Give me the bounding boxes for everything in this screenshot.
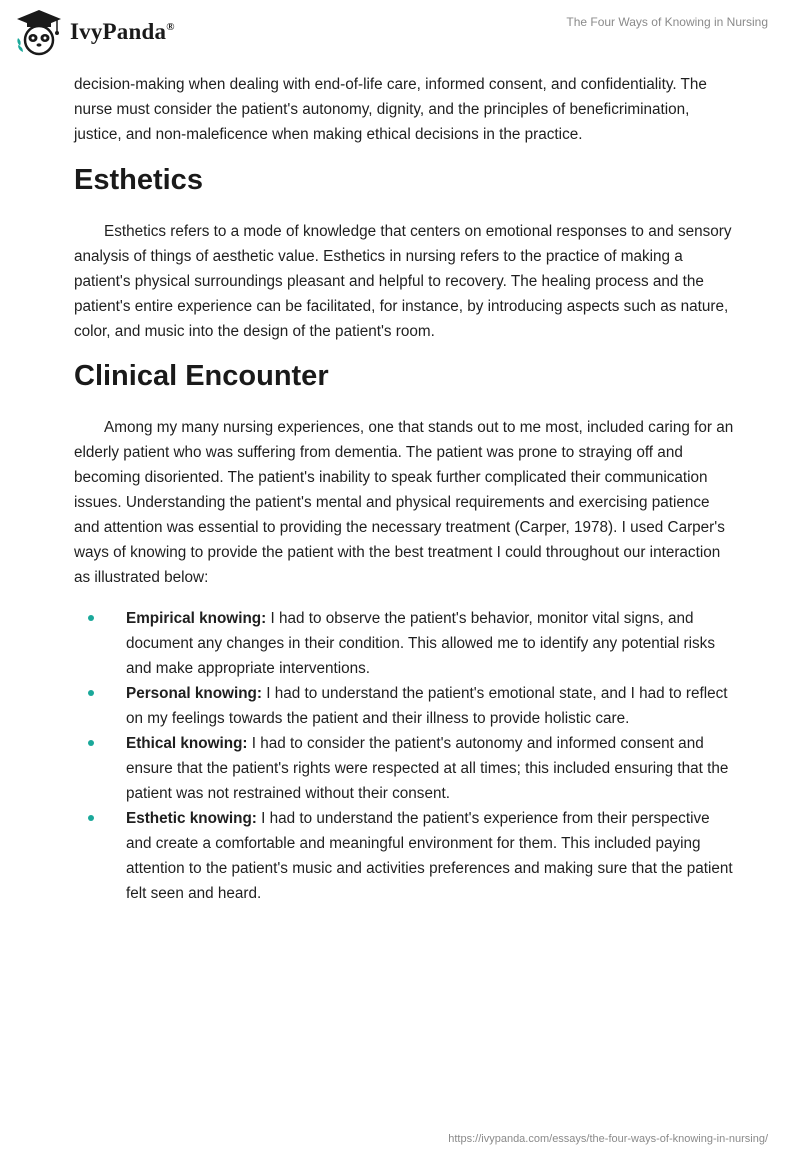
list-item-text: I had to consider the patient's autonomy and informed consent and ensure that the patient's rights were respected at all times; this included ensuring that the patient was not restrained without their consent. <box>126 735 729 802</box>
esthetics-paragraph: Esthetics refers to a mode of knowledge that centers on emotional responses to and sensory analysis of things of aesthetic value. Esthetics in nursing refers to the practice of making a patient's physical surroundings pleasant and helpful to recovery. The healing process and the patient's entire experience can be facilitated, for instance, by introducing aspects such as nature, color, and music into the design of the patient's room. <box>74 223 732 340</box>
essay-content <box>74 72 734 906</box>
ways-of-knowing-list <box>74 606 734 906</box>
bullet-dot-icon <box>88 690 94 696</box>
clinical-encounter-heading: Clinical Encounter <box>74 360 329 392</box>
list-item-text: I had to understand the patient's experience from their perspective and create a comfortable and meaningful environment for them. This included paying attention to the patient's music and activities preferences and making sure that the patient felt seen and heard. <box>126 810 733 902</box>
bullet-dot-icon <box>88 815 94 821</box>
document-title: The Four Ways of Knowing in Nursing <box>566 15 768 29</box>
logo-wordmark: IvyPanda® <box>70 19 175 44</box>
list-item-term: Esthetic knowing: <box>126 810 257 827</box>
list-item-term: Personal knowing: <box>126 685 262 702</box>
source-url-link[interactable]: https://ivypanda.com/essays/the-four-ways-of-knowing-in-nursing/ <box>448 1133 768 1145</box>
bullet-dot-icon <box>88 740 94 746</box>
list-item <box>74 806 734 906</box>
esthetics-heading: Esthetics <box>74 164 203 196</box>
ivypanda-logo[interactable] <box>14 8 175 56</box>
intro-paragraph: decision-making when dealing with end-of-life care, informed consent, and confidentiality. The nurse must consider the patient's autonomy, dignity, and the principles of beneficrimination, justice, and non-maleficence when making ethical decisions in the practice. <box>74 76 707 143</box>
list-item <box>74 606 734 681</box>
list-item-text: I had to observe the patient's behavior, monitor vital signs, and document any changes in their condition. This allowed me to identify any potential risks and make appropriate interventions. <box>126 610 715 677</box>
bullet-dot-icon <box>88 615 94 621</box>
list-item <box>74 731 734 806</box>
list-item-text: I had to understand the patient's emotional state, and I had to reflect on my feelings towards the patient and their illness to provide holistic care. <box>126 685 728 727</box>
list-item-term: Ethical knowing: <box>126 735 248 752</box>
list-item <box>74 681 734 731</box>
panda-graduate-icon <box>14 8 64 56</box>
list-item-term: Empirical knowing: <box>126 610 267 627</box>
page-header <box>0 0 800 70</box>
clinical-encounter-paragraph: Among my many nursing experiences, one that stands out to me most, included caring for an elderly patient who was suffering from dementia. The patient was prone to straying off and becoming disoriented. The patient's inability to speak further complicated their communication issues. Understanding the patient's mental and physical requirements and exercising patience and attention was essential to providing the necessary treatment (Carper, 1978). I used Carper's ways of knowing to provide the patient with the best treatment I could throughout our interaction as illustrated below: <box>74 419 734 586</box>
